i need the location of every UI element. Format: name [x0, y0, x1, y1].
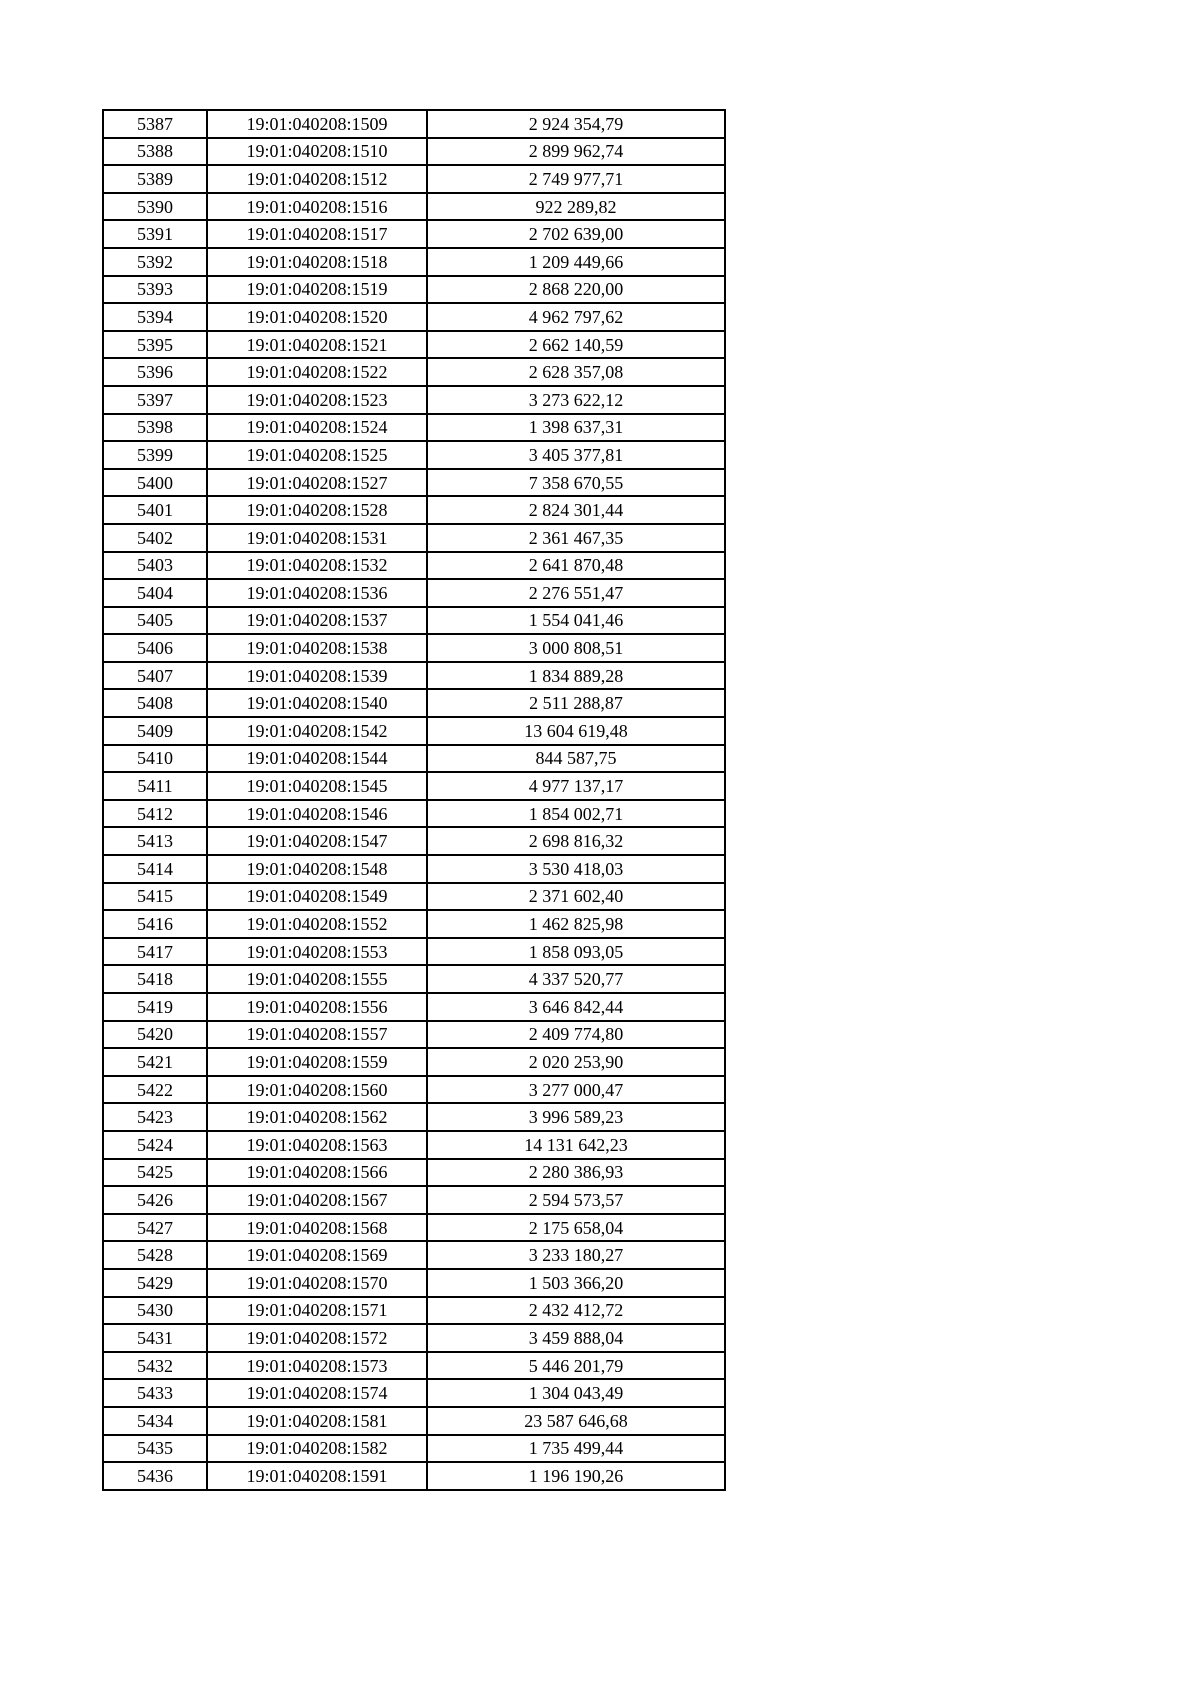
row-number-cell: 5429 — [103, 1269, 207, 1297]
cadastral-number-cell: 19:01:040208:1549 — [207, 883, 427, 911]
cadastral-number-cell: 19:01:040208:1521 — [207, 331, 427, 359]
row-number-cell: 5411 — [103, 772, 207, 800]
row-number-cell: 5403 — [103, 552, 207, 580]
value-cell: 2 371 602,40 — [427, 883, 725, 911]
row-number-cell: 5391 — [103, 220, 207, 248]
value-cell: 2 641 870,48 — [427, 552, 725, 580]
cadastral-number-cell: 19:01:040208:1520 — [207, 303, 427, 331]
cadastral-number-cell: 19:01:040208:1527 — [207, 469, 427, 497]
cadastral-number-cell: 19:01:040208:1512 — [207, 165, 427, 193]
table-row — [103, 745, 725, 773]
row-number-cell: 5405 — [103, 607, 207, 635]
table-row — [103, 496, 725, 524]
cadastral-number-cell: 19:01:040208:1553 — [207, 938, 427, 966]
row-number-cell: 5388 — [103, 138, 207, 166]
value-cell: 3 000 808,51 — [427, 634, 725, 662]
table-body — [103, 110, 725, 1490]
value-cell: 2 899 962,74 — [427, 138, 725, 166]
row-number-cell: 5392 — [103, 248, 207, 276]
value-cell: 1 858 093,05 — [427, 938, 725, 966]
row-number-cell: 5421 — [103, 1048, 207, 1076]
table-row — [103, 662, 725, 690]
table-row — [103, 1379, 725, 1407]
row-number-cell: 5427 — [103, 1214, 207, 1242]
value-cell: 1 209 449,66 — [427, 248, 725, 276]
value-cell: 1 735 499,44 — [427, 1435, 725, 1463]
value-cell: 2 020 253,90 — [427, 1048, 725, 1076]
cadastral-number-cell: 19:01:040208:1532 — [207, 552, 427, 580]
row-number-cell: 5435 — [103, 1435, 207, 1463]
value-cell: 2 361 467,35 — [427, 524, 725, 552]
value-cell: 1 304 043,49 — [427, 1379, 725, 1407]
table-row — [103, 386, 725, 414]
row-number-cell: 5398 — [103, 414, 207, 442]
cadastral-number-cell: 19:01:040208:1560 — [207, 1076, 427, 1104]
cadastral-number-cell: 19:01:040208:1528 — [207, 496, 427, 524]
value-cell: 2 824 301,44 — [427, 496, 725, 524]
value-cell: 2 698 816,32 — [427, 827, 725, 855]
row-number-cell: 5419 — [103, 993, 207, 1021]
value-cell: 3 459 888,04 — [427, 1324, 725, 1352]
value-cell: 4 962 797,62 — [427, 303, 725, 331]
row-number-cell: 5431 — [103, 1324, 207, 1352]
row-number-cell: 5396 — [103, 358, 207, 386]
cadastral-number-cell: 19:01:040208:1525 — [207, 441, 427, 469]
row-number-cell: 5409 — [103, 717, 207, 745]
cadastral-number-cell: 19:01:040208:1573 — [207, 1352, 427, 1380]
value-cell: 1 503 366,20 — [427, 1269, 725, 1297]
table-row — [103, 1352, 725, 1380]
cadastral-number-cell: 19:01:040208:1538 — [207, 634, 427, 662]
cadastral-number-cell: 19:01:040208:1539 — [207, 662, 427, 690]
table-row — [103, 358, 725, 386]
cadastral-number-cell: 19:01:040208:1524 — [207, 414, 427, 442]
table-row — [103, 248, 725, 276]
value-cell: 1 462 825,98 — [427, 910, 725, 938]
cadastral-number-cell: 19:01:040208:1555 — [207, 965, 427, 993]
cadastral-number-cell: 19:01:040208:1548 — [207, 855, 427, 883]
cadastral-number-cell: 19:01:040208:1559 — [207, 1048, 427, 1076]
cadastral-number-cell: 19:01:040208:1569 — [207, 1241, 427, 1269]
cadastral-number-cell: 19:01:040208:1522 — [207, 358, 427, 386]
table-row — [103, 1103, 725, 1131]
table-row — [103, 193, 725, 221]
value-cell: 7 358 670,55 — [427, 469, 725, 497]
cadastral-number-cell: 19:01:040208:1517 — [207, 220, 427, 248]
cadastral-number-cell: 19:01:040208:1572 — [207, 1324, 427, 1352]
cadastral-number-cell: 19:01:040208:1568 — [207, 1214, 427, 1242]
cadastral-number-cell: 19:01:040208:1545 — [207, 772, 427, 800]
value-cell: 3 530 418,03 — [427, 855, 725, 883]
cadastral-value-table — [102, 109, 726, 1491]
value-cell: 2 749 977,71 — [427, 165, 725, 193]
cadastral-number-cell: 19:01:040208:1544 — [207, 745, 427, 773]
row-number-cell: 5422 — [103, 1076, 207, 1104]
value-cell: 23 587 646,68 — [427, 1407, 725, 1435]
cadastral-number-cell: 19:01:040208:1552 — [207, 910, 427, 938]
table-row — [103, 800, 725, 828]
cadastral-number-cell: 19:01:040208:1546 — [207, 800, 427, 828]
cadastral-number-cell: 19:01:040208:1518 — [207, 248, 427, 276]
row-number-cell: 5393 — [103, 276, 207, 304]
table-row — [103, 1324, 725, 1352]
table-row — [103, 110, 725, 138]
table-row — [103, 634, 725, 662]
value-cell: 2 280 386,93 — [427, 1159, 725, 1187]
cadastral-number-cell: 19:01:040208:1571 — [207, 1297, 427, 1325]
table-row — [103, 1407, 725, 1435]
table-row — [103, 607, 725, 635]
cadastral-number-cell: 19:01:040208:1540 — [207, 689, 427, 717]
row-number-cell: 5418 — [103, 965, 207, 993]
table-row — [103, 910, 725, 938]
value-cell: 14 131 642,23 — [427, 1131, 725, 1159]
value-cell: 1 854 002,71 — [427, 800, 725, 828]
value-cell: 4 977 137,17 — [427, 772, 725, 800]
row-number-cell: 5390 — [103, 193, 207, 221]
row-number-cell: 5436 — [103, 1462, 207, 1490]
table-row — [103, 524, 725, 552]
row-number-cell: 5414 — [103, 855, 207, 883]
cadastral-number-cell: 19:01:040208:1516 — [207, 193, 427, 221]
value-cell: 2 594 573,57 — [427, 1186, 725, 1214]
table-row — [103, 1269, 725, 1297]
value-cell: 13 604 619,48 — [427, 717, 725, 745]
row-number-cell: 5408 — [103, 689, 207, 717]
table-row — [103, 1159, 725, 1187]
cadastral-number-cell: 19:01:040208:1574 — [207, 1379, 427, 1407]
cadastral-number-cell: 19:01:040208:1570 — [207, 1269, 427, 1297]
value-cell: 922 289,82 — [427, 193, 725, 221]
row-number-cell: 5394 — [103, 303, 207, 331]
table-row — [103, 1186, 725, 1214]
cadastral-number-cell: 19:01:040208:1537 — [207, 607, 427, 635]
row-number-cell: 5434 — [103, 1407, 207, 1435]
cadastral-number-cell: 19:01:040208:1581 — [207, 1407, 427, 1435]
row-number-cell: 5417 — [103, 938, 207, 966]
row-number-cell: 5399 — [103, 441, 207, 469]
value-cell: 2 175 658,04 — [427, 1214, 725, 1242]
cadastral-number-cell: 19:01:040208:1582 — [207, 1435, 427, 1463]
value-cell: 1 834 889,28 — [427, 662, 725, 690]
row-number-cell: 5415 — [103, 883, 207, 911]
cadastral-number-cell: 19:01:040208:1510 — [207, 138, 427, 166]
row-number-cell: 5387 — [103, 110, 207, 138]
table-row — [103, 469, 725, 497]
value-cell: 4 337 520,77 — [427, 965, 725, 993]
table-row — [103, 938, 725, 966]
row-number-cell: 5428 — [103, 1241, 207, 1269]
cadastral-number-cell: 19:01:040208:1556 — [207, 993, 427, 1021]
value-cell: 3 646 842,44 — [427, 993, 725, 1021]
table-row — [103, 303, 725, 331]
table-row — [103, 1131, 725, 1159]
row-number-cell: 5426 — [103, 1186, 207, 1214]
table-row — [103, 1241, 725, 1269]
value-cell: 3 277 000,47 — [427, 1076, 725, 1104]
row-number-cell: 5410 — [103, 745, 207, 773]
row-number-cell: 5404 — [103, 579, 207, 607]
value-cell: 2 432 412,72 — [427, 1297, 725, 1325]
cadastral-number-cell: 19:01:040208:1591 — [207, 1462, 427, 1490]
cadastral-number-cell: 19:01:040208:1531 — [207, 524, 427, 552]
table-row — [103, 883, 725, 911]
cadastral-number-cell: 19:01:040208:1509 — [207, 110, 427, 138]
cadastral-number-cell: 19:01:040208:1566 — [207, 1159, 427, 1187]
row-number-cell: 5413 — [103, 827, 207, 855]
row-number-cell: 5424 — [103, 1131, 207, 1159]
value-cell: 1 398 637,31 — [427, 414, 725, 442]
row-number-cell: 5416 — [103, 910, 207, 938]
table-row — [103, 276, 725, 304]
cadastral-number-cell: 19:01:040208:1519 — [207, 276, 427, 304]
table-row — [103, 1048, 725, 1076]
cadastral-number-cell: 19:01:040208:1523 — [207, 386, 427, 414]
table-row — [103, 717, 725, 745]
row-number-cell: 5395 — [103, 331, 207, 359]
table-row — [103, 552, 725, 580]
row-number-cell: 5406 — [103, 634, 207, 662]
table-row — [103, 965, 725, 993]
value-cell: 3 996 589,23 — [427, 1103, 725, 1131]
table-row — [103, 772, 725, 800]
row-number-cell: 5401 — [103, 496, 207, 524]
value-cell: 2 662 140,59 — [427, 331, 725, 359]
value-cell: 3 273 622,12 — [427, 386, 725, 414]
table-row — [103, 1214, 725, 1242]
row-number-cell: 5389 — [103, 165, 207, 193]
row-number-cell: 5420 — [103, 1021, 207, 1049]
value-cell: 2 702 639,00 — [427, 220, 725, 248]
row-number-cell: 5397 — [103, 386, 207, 414]
value-cell: 2 868 220,00 — [427, 276, 725, 304]
value-cell: 844 587,75 — [427, 745, 725, 773]
table-row — [103, 579, 725, 607]
table-row — [103, 1462, 725, 1490]
value-cell: 2 511 288,87 — [427, 689, 725, 717]
value-cell: 1 554 041,46 — [427, 607, 725, 635]
row-number-cell: 5412 — [103, 800, 207, 828]
value-cell: 3 233 180,27 — [427, 1241, 725, 1269]
value-cell: 2 409 774,80 — [427, 1021, 725, 1049]
value-cell: 1 196 190,26 — [427, 1462, 725, 1490]
row-number-cell: 5402 — [103, 524, 207, 552]
cadastral-number-cell: 19:01:040208:1536 — [207, 579, 427, 607]
row-number-cell: 5423 — [103, 1103, 207, 1131]
table-row — [103, 1021, 725, 1049]
table-row — [103, 1076, 725, 1104]
row-number-cell: 5433 — [103, 1379, 207, 1407]
table-row — [103, 1297, 725, 1325]
cadastral-number-cell: 19:01:040208:1562 — [207, 1103, 427, 1131]
row-number-cell: 5407 — [103, 662, 207, 690]
table-row — [103, 414, 725, 442]
table-row — [103, 165, 725, 193]
table-row — [103, 331, 725, 359]
cadastral-number-cell: 19:01:040208:1547 — [207, 827, 427, 855]
table-row — [103, 1435, 725, 1463]
value-cell: 2 924 354,79 — [427, 110, 725, 138]
row-number-cell: 5400 — [103, 469, 207, 497]
table-row — [103, 689, 725, 717]
row-number-cell: 5432 — [103, 1352, 207, 1380]
table-row — [103, 827, 725, 855]
cadastral-number-cell: 19:01:040208:1563 — [207, 1131, 427, 1159]
table-row — [103, 220, 725, 248]
value-cell: 2 628 357,08 — [427, 358, 725, 386]
value-cell: 2 276 551,47 — [427, 579, 725, 607]
cadastral-number-cell: 19:01:040208:1567 — [207, 1186, 427, 1214]
table-row — [103, 441, 725, 469]
cadastral-number-cell: 19:01:040208:1557 — [207, 1021, 427, 1049]
value-cell: 5 446 201,79 — [427, 1352, 725, 1380]
row-number-cell: 5425 — [103, 1159, 207, 1187]
table-row — [103, 855, 725, 883]
cadastral-number-cell: 19:01:040208:1542 — [207, 717, 427, 745]
row-number-cell: 5430 — [103, 1297, 207, 1325]
table-row — [103, 138, 725, 166]
value-cell: 3 405 377,81 — [427, 441, 725, 469]
table-row — [103, 993, 725, 1021]
